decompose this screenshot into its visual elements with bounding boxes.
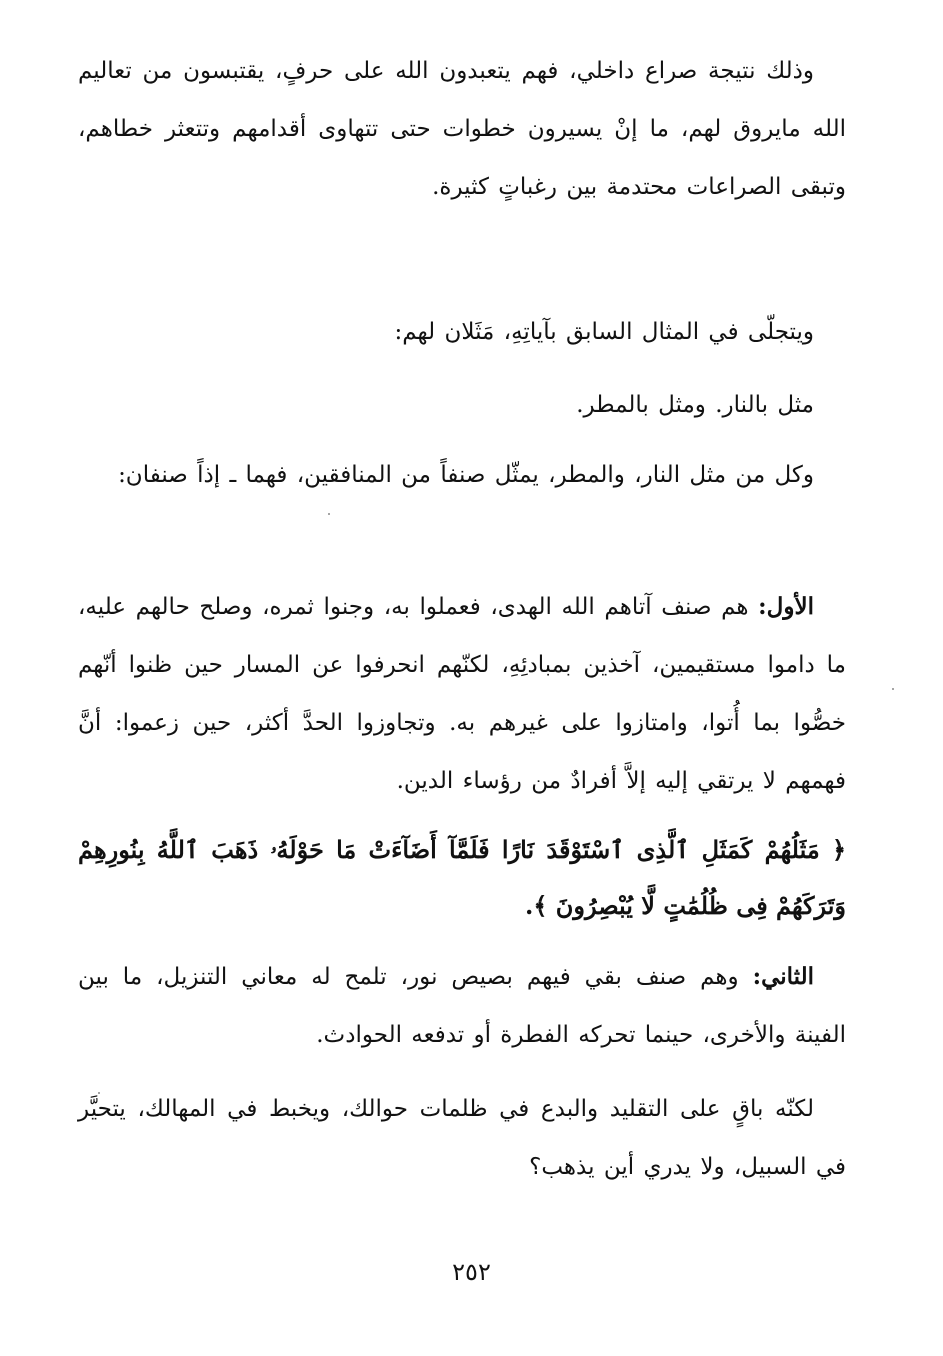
page-number: ٢٥٢	[452, 1258, 491, 1286]
first-type-label: الأول:	[758, 593, 814, 620]
second-type-label: الثاني:	[752, 963, 814, 990]
paragraph-second-type	[78, 948, 846, 1064]
paragraph-two-parables: ويتجلّى في المثال السابق بآياتِهِ، مَثَلان لهم:	[394, 319, 814, 345]
scan-speck	[892, 688, 894, 690]
paragraph-internal-conflict: وذلك نتيجة صراع داخلي، فهم يتعبدون الله على حرفٍ، يقتبسون من تعاليم الله مايروق لهم، ما إنْ يسيرون خطوات حتى تتهاوى أقدامهم وتتعثر خطاهم، وتبقى الصراعات محتدمة بين رغباتٍ كثيرة.	[78, 58, 846, 200]
paragraph-conclusion: لكنّه باقٍ على التقليد والبدع في ظلمات حوالك، ويخبط في المهالك، يتحيَّر في السبيل، ولا يدري أين يذهب؟	[78, 1096, 846, 1180]
quran-verse: ﴿ مَثَلُهُمْ كَمَثَلِ ٱلَّذِى ٱسْتَوْقَدَ نَارًا فَلَمَّآ أَضَآءَتْ مَا حَوْلَهُۥ ذَهَبَ ٱللَّهُ بِنُورِهِمْ وَتَرَكَهُمْ فِى ظُلُمَٰتٍ لَّا يُبْصِرُونَ ﴾.	[78, 835, 846, 920]
scan-speck	[328, 513, 330, 515]
first-type-text: هم صنف آتاهم الله الهدى، فعملوا به، وجنوا ثمره، وصلح حالهم عليه، ما داموا مستقيمين، آخذين بمبادئِهِ، لكنّهم انحرفوا عن المسار حين ظنوا أنّهم خصُّوا بما أُتوا، وامتازوا على غيرهم به. وتجاوزوا الحدَّ أكثر، حين زعموا: أنَّ فهمهم لا يرتقي إليه إلاَّ أفرادٌ من رؤساء الدين.	[78, 594, 846, 794]
paragraph-first-type	[78, 578, 846, 810]
scan-speck	[98, 1092, 100, 1094]
second-type-text: وهم صنف بقي فيهم بصيص نور، تلمح له معاني التنزيل، ما بين الفينة والأخرى، حينما تحركه الفطرة أو تدفعه الحوادث.	[78, 964, 846, 1048]
paragraph-fire-and-rain: مثل بالنار. ومثل بالمطر.	[576, 392, 814, 418]
paragraph-two-types: وكل من مثل النار، والمطر، يمثّل صنفاً من المنافقين، فهما ـ إذاً صنفان:	[118, 462, 814, 488]
